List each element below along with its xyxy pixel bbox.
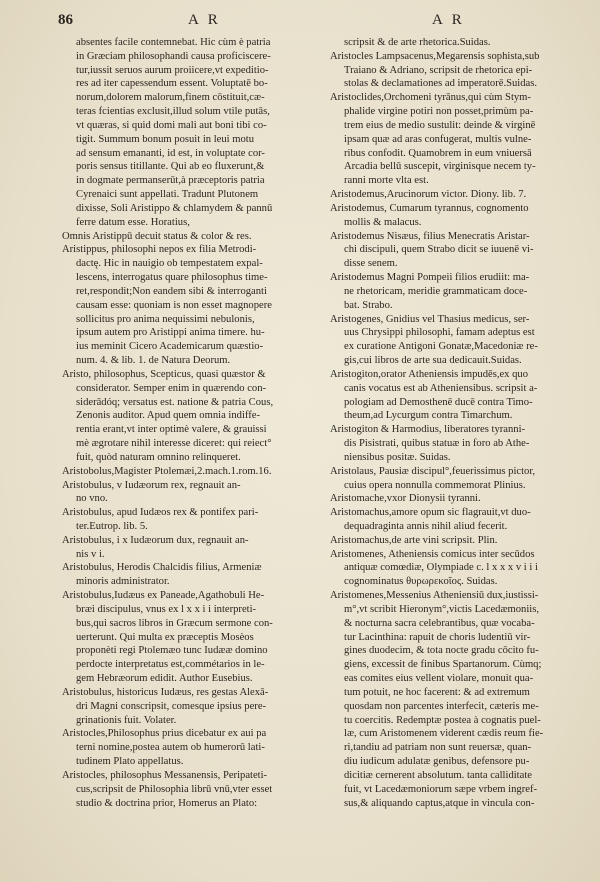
text-line: Aristodemus, Cumarum tyrannus, cognomento bbox=[330, 202, 529, 214]
text-line: giens, excessit de finibus Spartanorum. Cùmq; bbox=[344, 659, 542, 671]
text-line: dixisse, Soli Aristippo & chlamydem & pannū bbox=[76, 202, 273, 214]
text-line: antiquæ comœdiæ, Olympiade c. l x x x v i i i bbox=[344, 562, 538, 574]
text-line: dicitiæ cernerent absolutum. tanta calliditate bbox=[344, 769, 532, 781]
text-line: siderādóq; versatus est. natione & patria Cous, bbox=[76, 396, 274, 408]
text-line: tu coercitis. Redemptæ postea à cognatis puel- bbox=[344, 714, 541, 726]
left-column bbox=[62, 36, 324, 874]
text-line: rentia erant,vt inter optimè valere, & grauissi bbox=[76, 424, 267, 436]
text-line: uus Chrysippi philosophi, famam adeptus est bbox=[344, 327, 535, 339]
text-line: cuius opera nonnulla commemorat Plinius. bbox=[344, 479, 526, 491]
text-line: teras fcientias exclusit,illud solum vtile putās, bbox=[76, 106, 270, 118]
text-line: Aristobulus, historicus Iudæus, res gestas Alexā- bbox=[62, 686, 269, 698]
running-head-right: A R bbox=[432, 12, 465, 28]
text-line: Aristocles, philosophus Messanensis, Peripateti- bbox=[62, 769, 268, 781]
text-line: Omnis Aristippū decuit status & color & res. bbox=[62, 230, 252, 242]
text-line: Aristomache,vxor Dionysii tyranni. bbox=[330, 493, 481, 505]
text-line: in Græciam philosophandi causa proficiscere- bbox=[76, 50, 271, 62]
text-line: norum,dolorem malorum,finem cōstituit,cæ- bbox=[76, 92, 265, 104]
page-number: 86 bbox=[58, 12, 73, 28]
text-line: Aristogiton,orator Atheniensis impudēs,ex quo bbox=[330, 368, 529, 380]
text-line: Aristomachus,de arte vini scripsit. Plin. bbox=[330, 534, 498, 546]
text-line: canis vocatus est ab Atheniensibus. scripsit a- bbox=[344, 382, 538, 394]
text-line: absentes facile contemnebat. Hic cùm è patria bbox=[76, 37, 271, 48]
text-line: cus,scripsit de Philosophia librū vnū,vter esset bbox=[76, 783, 273, 795]
text-line: grinationis fuit. Volater. bbox=[76, 714, 177, 726]
text-line: ribus confodit. Quamobrem in eum vniuersā bbox=[344, 147, 532, 159]
text-line: proponèti regi Ptolemæo tunc Iudææ domino bbox=[76, 645, 268, 657]
text-line: ipsam quæ ad aras confugerat, multis vulne- bbox=[344, 133, 532, 145]
text-line: Aristomenes, Atheniensis comicus inter secūdos bbox=[330, 548, 535, 560]
text-line: ret,respondit;Non eandem sibi & interroganti bbox=[76, 285, 267, 297]
text-line: tur,iussit seruos aurum proiicere,vt expeditio- bbox=[76, 64, 269, 76]
text-line: bat. Strabo. bbox=[344, 299, 393, 311]
text-line: lescens, interrogatus quare philosophus time- bbox=[76, 272, 268, 284]
text-line: Aristo, philosophus, Scepticus, quasi quæstor & bbox=[62, 368, 266, 380]
text-line: phalide virgine potiri non posset,primùm pa- bbox=[344, 106, 534, 118]
text-line: tur Lacinthina: rapuit de choris ludentiū vir- bbox=[344, 631, 531, 643]
text-line: theum,ad Lycurgum contra Timarchum. bbox=[344, 410, 513, 422]
text-line: tudinem Plato appellatus. bbox=[76, 756, 184, 768]
text-line: trem eius de medio sustulit: deinde & virginē bbox=[344, 119, 536, 131]
text-line: Aristobulus, Herodis Chalcidis filius, Armeniæ bbox=[62, 562, 262, 574]
text-line: in dogmate permanserūt,à præceptoris patria bbox=[76, 175, 265, 187]
right-column bbox=[330, 36, 560, 874]
text-line: considerator. Semper enim in quærendo con- bbox=[76, 382, 267, 394]
text-line: dis Pisistrati, quibus statuæ in foro ab Athe- bbox=[344, 438, 530, 450]
text-line: Zenonis auditor. Apud quem omnia indiffe- bbox=[76, 410, 260, 422]
text-line: sollicitus pro anima nequissimi nebulonis, bbox=[76, 313, 255, 325]
text-line: niensibus positæ. Suidas. bbox=[344, 451, 451, 463]
text-line: & nocturna sacra celebrantibus, quæ vocaba- bbox=[344, 617, 535, 629]
text-line: no vno. bbox=[76, 493, 108, 505]
text-line: Aristoclides,Orchomeni tyrānus,qui cùm Stym- bbox=[330, 92, 531, 104]
text-line: ne rhetoricam, meridie grammaticam doce- bbox=[344, 285, 528, 297]
text-line: chi discipuli, quem Strabo dicit se iuuenē vi- bbox=[344, 244, 534, 256]
text-line: ad sensum emananti, id est, in voluptate cor- bbox=[76, 147, 265, 159]
text-line: Aristocles,Philosophus prius dicebatur ex aui pa bbox=[62, 728, 267, 740]
text-line: gis,cui libros de arte sua dedicauit.Suidas. bbox=[344, 355, 522, 367]
text-line: ranni morte vlta est. bbox=[344, 175, 429, 187]
text-line: fuit, quòd naturam omnino relinqueret. bbox=[76, 451, 241, 463]
text-line: num. 4. & lib. 1. de Natura Deorum. bbox=[76, 355, 231, 367]
text-line: ferre datum esse. Horatius, bbox=[76, 216, 190, 228]
text-line: Aristobolus,Magister Ptolemæi,2.mach.1.rom.16. bbox=[62, 465, 272, 477]
text-line: gines duodecim, & tota nocte gradu cōcito fu- bbox=[344, 645, 539, 657]
text-line: nis v i. bbox=[76, 548, 105, 560]
text-line: Aristobulus, apud Iudæos rex & pontifex pari- bbox=[62, 507, 259, 519]
text-line: dequadraginta annis nihil aliud fecerit. bbox=[344, 520, 508, 532]
running-header bbox=[0, 12, 600, 32]
text-line: Aristodemus Magni Pompeii filios erudiit: ma- bbox=[330, 272, 530, 284]
text-line: eas comites eius vellent violare, monuit qua- bbox=[344, 673, 534, 685]
text-line: Traiano & Adriano, scripsit de rhetorica epi- bbox=[344, 64, 533, 76]
text-line: Arcadia bellū suscepit, virginisque necem ty- bbox=[344, 161, 536, 173]
text-line: læ, cum Aristomenem viderent cædis reum fie- bbox=[344, 728, 544, 740]
text-line: disse senem. bbox=[344, 258, 398, 270]
text-line: studio & doctrina prior, Homerus an Plato: bbox=[76, 797, 258, 809]
text-line: dri Magni conscripsit, comesque ipsius pere- bbox=[76, 700, 267, 712]
text-line: Aristogiton & Harmodius, liberatores tyranni- bbox=[330, 424, 526, 436]
running-head-left: A R bbox=[188, 12, 221, 28]
text-line: m°,vt scribit Hieronym°,victis Lacedæmoniis, bbox=[344, 603, 540, 615]
text-line: perdocte interpretatus est,commétarios in le- bbox=[76, 659, 265, 671]
text-line: causam esse: quoniam is non esset magnopere bbox=[76, 299, 272, 311]
text-line: bræi discipulus, vnus ex l x x i i interpreti- bbox=[76, 603, 257, 615]
text-line: bus,qui sacros libros in Græcum sermone con- bbox=[76, 617, 273, 629]
text-line: Aristippus, philosophi nepos ex filia Metrodi- bbox=[62, 244, 257, 256]
text-line: minoris administrator. bbox=[76, 576, 170, 588]
text-line: scripsit & de arte rhetorica.Suidas. bbox=[344, 37, 491, 48]
text-line: fuit, vt Lacedæmoniorum sæpe vrbem ingref- bbox=[344, 783, 537, 795]
text-line: vt quæras, si quid domi mali aut boni tibi co- bbox=[76, 119, 267, 131]
text-line: ius meminit Cicero Academicarum quæstio- bbox=[76, 341, 264, 353]
text-line: dactę. Hic in nauigio ob tempestatem expal- bbox=[76, 258, 263, 270]
text-line: ex curatione Antigoni Gonatæ,Macedoniæ re- bbox=[344, 341, 538, 353]
text-line: stolas & declamationes ad imperatorē.Suidas. bbox=[344, 78, 537, 90]
text-line: gem Hebræorum edidit. Author Eusebius. bbox=[76, 673, 253, 685]
text-line: Aristobulus, i x Iudæorum dux, regnauit an- bbox=[62, 534, 249, 546]
text-line: tum potuit, ne hoc facerent: & ad extremum bbox=[344, 686, 530, 698]
text-line: sus,& aliquando captus,atque in vincula con- bbox=[344, 797, 535, 809]
text-line: poris sensus titillante. Qui ab eo fluxerunt,& bbox=[76, 161, 265, 173]
text-line: tigit. Summum bonum posuit in leui motu bbox=[76, 133, 255, 145]
text-line: quosdam non parcentes interfecit, cæteris me- bbox=[344, 700, 539, 712]
text-line: ter.Eutrop. lib. 5. bbox=[76, 520, 148, 532]
text-line: pologiam ad Demosthenē ducē contra Timo- bbox=[344, 396, 533, 408]
text-line: uerterunt. Qui multa ex præceptis Mosèos bbox=[76, 631, 254, 643]
text-line: Aristolaus, Pausiæ discipul°,feuerissimus pictor, bbox=[330, 465, 536, 477]
text-line: mollis & malacus. bbox=[344, 216, 422, 228]
text-line: Cyrenaici sunt appellati. Tradunt Plutonem bbox=[76, 189, 259, 201]
text-line: Aristobulus,Iudæus ex Paneade,Agathobuli He- bbox=[62, 590, 265, 602]
text-line: mè ægrotare nihil interesse diceret: qui reiect° bbox=[76, 438, 272, 450]
text-line: res ad iter capessendum essent. Voluptatē bo- bbox=[76, 78, 268, 90]
text-line: ri,tandiu ad patriam non sunt reuersæ, quan- bbox=[344, 742, 532, 754]
text-line: Aristocles Lampsacenus,Megarensis sophista,sub bbox=[330, 50, 540, 62]
text-line: Aristomachus,amore opum sic flagrauit,vt duo- bbox=[330, 507, 531, 519]
text-line: Aristodemus Nisæus, filius Menecratis Aristar- bbox=[330, 230, 530, 242]
text-line: Aristogenes, Gnidius vel Thasius medicus, ser- bbox=[330, 313, 530, 325]
text-line: terni nomine,postea autem ob humerorū lati- bbox=[76, 742, 265, 754]
text-line: Aristodemus,Arucinorum victor. Diony. lib. 7. bbox=[330, 189, 527, 201]
text-line: cognominatus θυρωρεκοῖος. Suidas. bbox=[344, 576, 498, 588]
text-line: Aristomenes,Messenius Atheniensiū dux,iustissi- bbox=[330, 590, 539, 602]
text-line: ipsum autem pro Aristippi anima timere. hu- bbox=[76, 327, 265, 339]
text-line: diu iudicum adulatæ genibus, defensore pu- bbox=[344, 756, 530, 768]
text-line: Aristobulus, v Iudæorum rex, regnauit an- bbox=[62, 479, 241, 491]
